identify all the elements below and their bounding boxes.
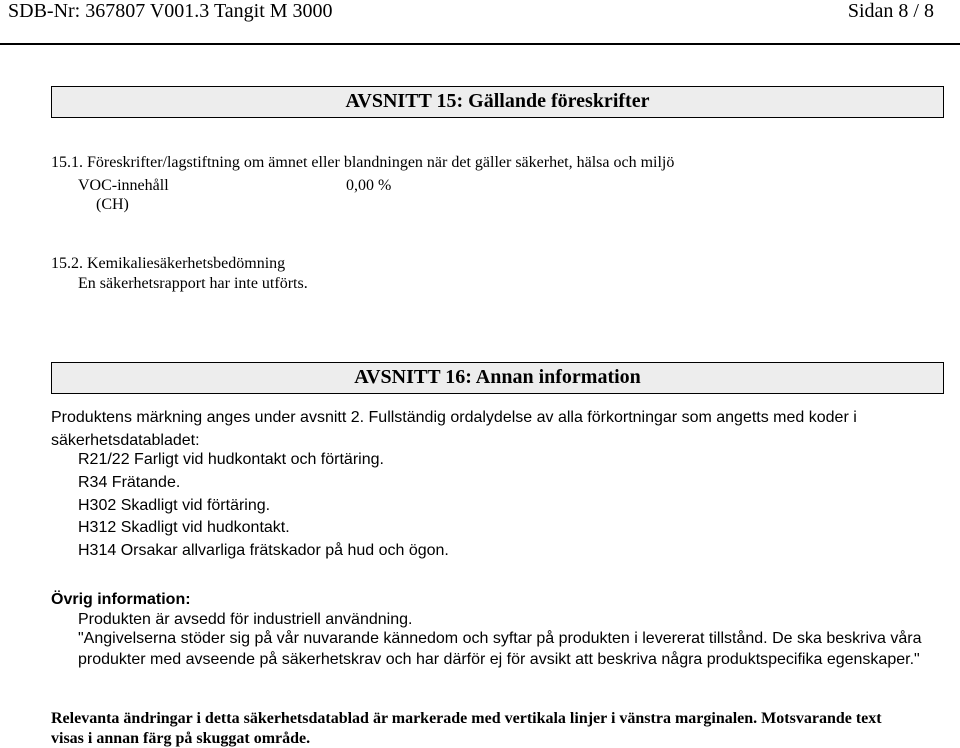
voc-value: 0,00 %: [346, 177, 392, 194]
other-information-heading: Övrig information:: [51, 591, 191, 608]
code-item: R34 Frätande.: [78, 474, 181, 491]
changes-note-line2: visas i annan färg på skuggat område.: [51, 730, 311, 747]
section-16-banner: [51, 362, 944, 394]
voc-label: VOC-innehåll: [78, 177, 169, 194]
section-15-2-text: En säkerhetsrapport har inte utförts.: [78, 275, 308, 292]
code-item: H314 Orsakar allvarliga frätskador på hud och ögon.: [78, 542, 449, 559]
header-divider: [0, 43, 960, 45]
document-header-id: SDB-Nr: 367807 V001.3 Tangit M 3000: [8, 0, 333, 22]
voc-unit: (CH): [96, 196, 129, 213]
section-16-title: AVSNITT 16: Annan information: [354, 366, 641, 388]
code-item: H302 Skadligt vid förtäring.: [78, 497, 271, 514]
other-information-line: Produkten är avsedd för industriell användning.: [78, 611, 413, 628]
section-16-intro-line1: Produktens märkning anges under avsnitt 2. Fullständig ordalydelse av alla förkortningar som angetts med koder i: [51, 409, 857, 426]
section-15-banner: [51, 86, 944, 118]
section-15-title: AVSNITT 15: Gällande föreskrifter: [345, 90, 650, 112]
changes-note-line1: Relevanta ändringar i detta säkerhetsdatablad är markerade med vertikala linjer i vänstra marginalen. Motsvarande text: [51, 710, 882, 727]
section-16-intro-line2: säkerhetsdatabladet:: [51, 432, 200, 449]
code-item: R21/22 Farligt vid hudkontakt och förtäring.: [78, 451, 384, 468]
code-item: H312 Skadligt vid hudkontakt.: [78, 519, 290, 536]
other-information-line: produkter med avseende på säkerhetskrav och har därför ej för avsikt att beskriva några produktspecifika egenskaper.": [78, 651, 920, 668]
section-15-2-heading: 15.2. Kemikaliesäkerhetsbedömning: [51, 255, 286, 272]
page-number: Sidan 8 / 8: [847, 0, 934, 22]
other-information-line: "Angivelserna stöder sig på vår nuvarande kännedom och syftar på produkten i levererat tillstånd. De ska beskriva våra: [78, 630, 922, 647]
section-15-1-heading: 15.1. Föreskrifter/lagstiftning om ämnet eller blandningen när det gäller säkerhet, hälsa och miljö: [51, 154, 675, 171]
